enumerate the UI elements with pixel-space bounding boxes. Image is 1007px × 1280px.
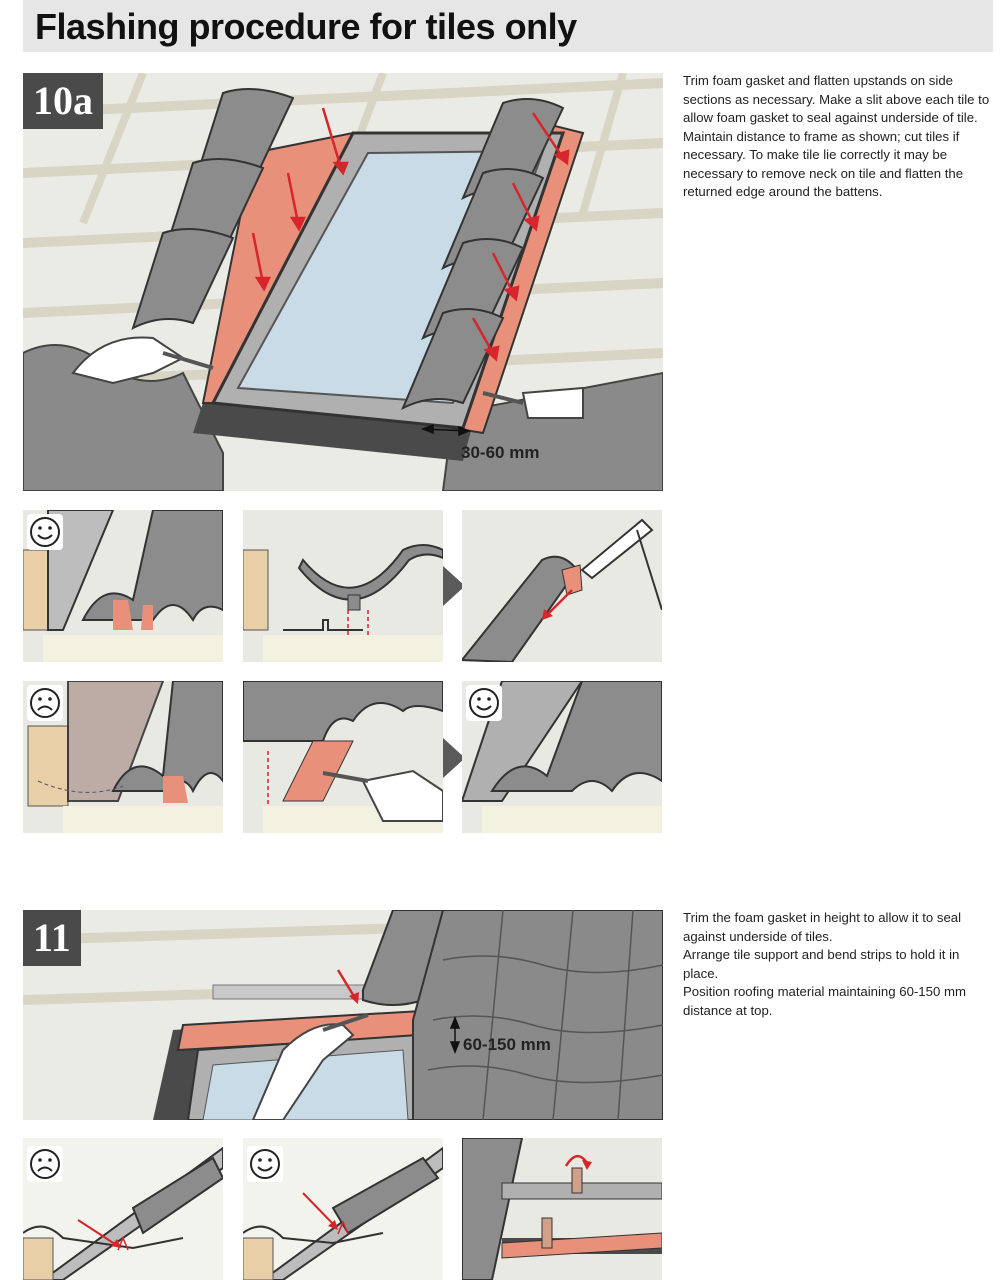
happy-face-icon <box>247 1146 283 1182</box>
detail-hammer-flatten <box>462 510 662 662</box>
detail-drawing-2 <box>243 510 443 662</box>
step-label-11: 11 <box>23 910 81 966</box>
top-flashing-drawing <box>23 910 663 1120</box>
step-11-description-line-1: Trim the foam gasket in height to allow it to seal against underside of tiles. <box>683 910 962 944</box>
detail-correct-final-position <box>462 681 662 833</box>
detail-correct-gasket-height <box>243 1138 443 1280</box>
happy-face-icon <box>466 685 502 721</box>
page-title: Flashing procedure for tiles only <box>35 6 577 47</box>
detail-drawing-9 <box>462 1138 662 1280</box>
happy-face-icon <box>27 514 63 550</box>
sad-face-icon <box>27 685 63 721</box>
detail-correct-tile-position <box>23 510 223 662</box>
dimension-label-30-60: 30-60 mm <box>461 443 540 462</box>
step-10a-description <box>683 72 993 202</box>
step-11-description <box>683 909 993 1020</box>
detail-drawing-3 <box>462 510 662 662</box>
title-bar <box>23 0 993 52</box>
dimension-label-60-150: 60-150 mm <box>463 1035 551 1054</box>
step-11-description-line-2: Arrange tile support and bend strips to hold it in place. <box>683 947 960 981</box>
detail-cut-gasket-slit <box>243 681 443 833</box>
step-11-main-illustration <box>23 910 663 1120</box>
detail-incorrect-gasket-height <box>23 1138 223 1280</box>
detail-drawing-5 <box>243 681 443 833</box>
step-label-10a: 10a <box>23 73 103 129</box>
step-11-description-line-3: Position roofing material maintaining 60-150 mm distance at top. <box>683 984 966 1018</box>
step-10a-main-illustration <box>23 73 663 491</box>
detail-incorrect-tile-position <box>23 681 223 833</box>
detail-tile-neck-cut <box>243 510 443 662</box>
detail-bend-strips <box>462 1138 662 1280</box>
step-10a-description-text: Trim foam gasket and flatten upstands on side sections as necessary. Make a slit above each tile to allow foam gasket to seal against underside of tile. Maintain distance to frame as shown; cut tiles if necessary. To make tile lie correctly it may be necessary to remove neck on tile and flatten the returned edge around the battens. <box>683 73 990 199</box>
roof-window-flashing-drawing <box>23 73 663 491</box>
sad-face-icon <box>27 1146 63 1182</box>
